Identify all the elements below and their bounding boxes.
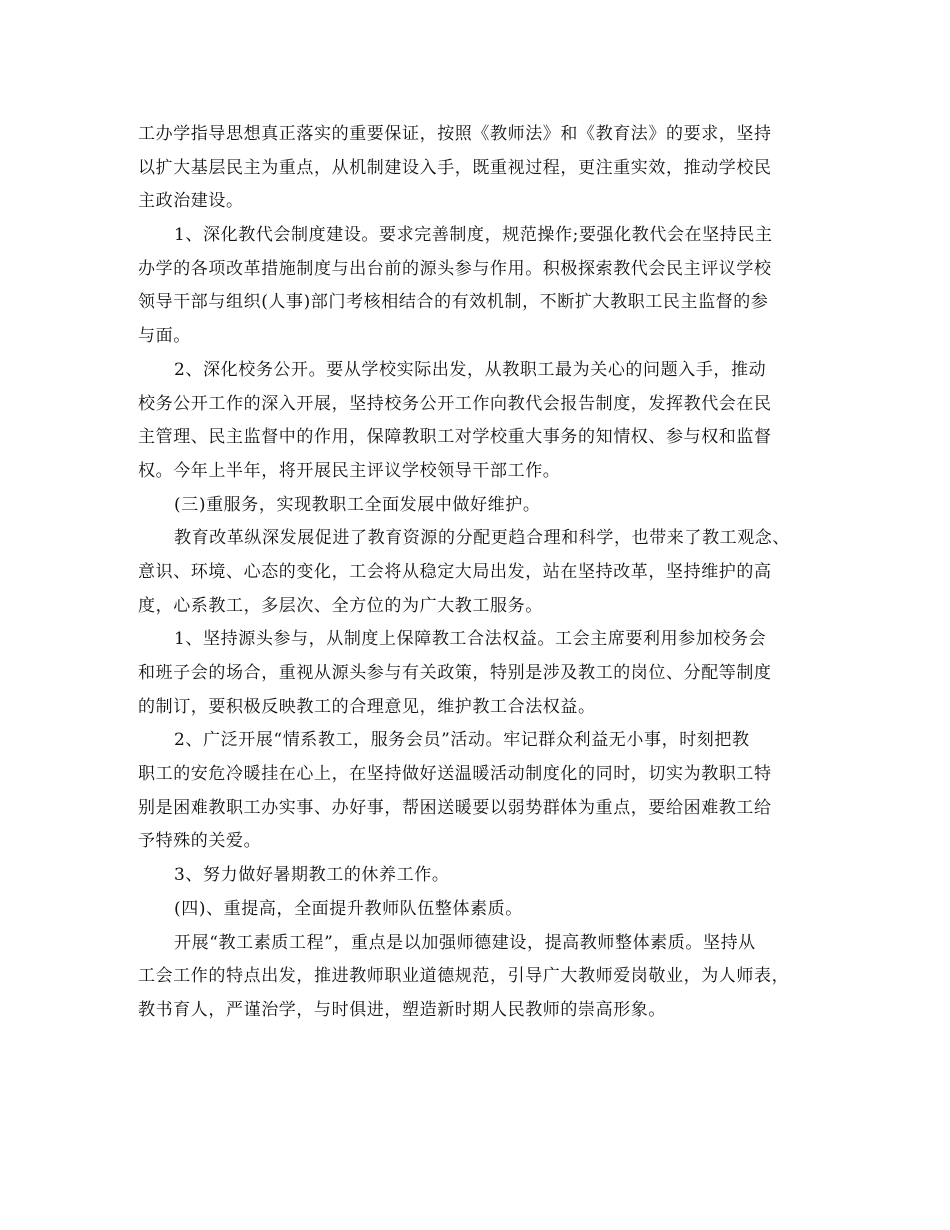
text-line: 2、深化校务公开。要从学校实际出发，从教职工最为关心的问题入手，推动: [174, 359, 767, 380]
text-line: 教书育人，严谨治学，与时俱进，塑造新时期人民教师的崇高形象。: [138, 999, 666, 1020]
text-line: (三)重服务，实现教职工全面发展中做好维护。: [174, 494, 541, 515]
text-line: 以扩大基层民主为重点，从机制建设入手，既重视过程，更注重实效，推动学校民: [138, 157, 772, 178]
text-line: 的制订，要积极反映教工的合理意见，维护教工合法权益。: [138, 696, 596, 717]
text-line: 开展“教工素质工程”，重点是以加强师德建设，提高教师整体素质。坚持从: [174, 932, 756, 953]
text-line: 和班子会的场合，重视从源头参与有关政策，特别是涉及教工的岗位、分配等制度: [138, 663, 772, 683]
text-line: 与面。: [138, 326, 191, 347]
text-line: 领导干部与组织(人事)部门考核相结合的有效机制，不断扩大教职工民主监督的参: [138, 292, 769, 313]
text-line: 工办学指导思想真正落实的重要保证，按照《教师法》和《教育法》的要求，坚持: [138, 124, 772, 144]
text-line: 2、广泛开展“情系教工，服务会员”活动。牢记群众利益无小事，时刻把教: [174, 730, 750, 751]
document-body: [138, 118, 828, 1028]
text-line: (四)、重提高，全面提升教师队伍整体素质。: [174, 898, 523, 919]
text-line: 主政治建设。: [138, 191, 244, 212]
text-line: 主管理、民主监督中的作用，保障教职工对学校重大事务的知情权、参与权和监督: [138, 427, 772, 448]
text-line: 校务公开工作的深入开展，坚持校务公开工作向教代会报告制度，发挥教代会在民: [138, 393, 772, 414]
text-line: 1、深化教代会制度建设。要求完善制度，规范操作;要强化教代会在坚持民主: [174, 225, 773, 246]
text-line: 工会工作的特点出发，推进教师职业道德规范，引导广大教师爱岗敬业，为人师表，: [138, 966, 790, 987]
text-line: 3、努力做好暑期教工的休养工作。: [174, 865, 450, 886]
text-line: 度，心系教工，多层次、全方位的为广大教工服务。: [138, 595, 543, 616]
text-line: 别是困难教职工办实事、办好事，帮困送暖要以弱势群体为重点，要给困难教工给: [138, 797, 772, 818]
text-line: 教育改革纵深发展促进了教育资源的分配更趋合理和科学，也带来了教工观念、: [174, 528, 790, 549]
text-line: 1、坚持源头参与，从制度上保障教工合法权益。工会主席要利用参加校务会: [174, 629, 767, 650]
text-line: 权。今年上半年，将开展民主评议学校领导干部工作。: [138, 460, 561, 481]
text-line: 予特殊的关爱。: [138, 831, 262, 852]
text-line: 意识、环境、心态的变化，工会将从稳定大局出发，站在坚持改革，坚持维护的高: [138, 561, 772, 582]
text-line: 办学的各项改革措施制度与出台前的源头参与作用。积极探索教代会民主评议学校: [138, 258, 772, 279]
text-line: 职工的安危冷暖挂在心上，在坚持做好送温暖活动制度化的同时，切实为教职工特: [138, 764, 772, 785]
